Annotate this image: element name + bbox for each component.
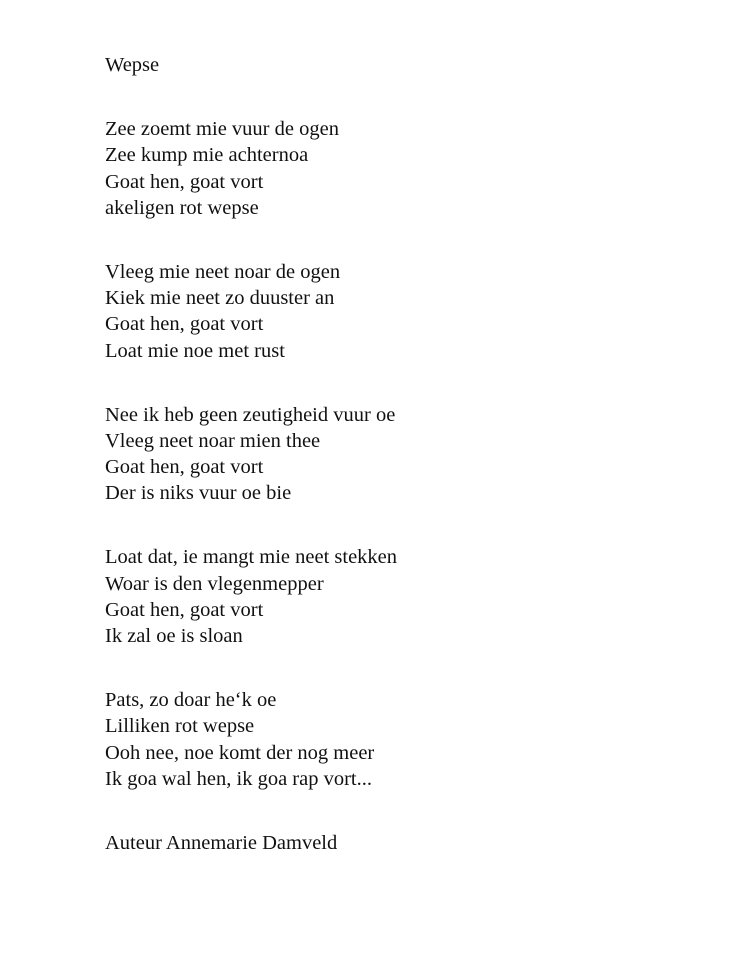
poem-line: Goat hen, goat vort xyxy=(105,598,264,621)
poem-line: Goat hen, goat vort xyxy=(105,456,264,479)
poem-line: Goat hen, goat vort xyxy=(105,170,264,193)
poem-line: Zee kump mie achternoa xyxy=(105,144,309,167)
poem-line: Nee ik heb geen zeutigheid vuur oe xyxy=(105,403,396,426)
poem xyxy=(105,52,705,856)
poem-line: Loat dat, ie mangt mie neet stekken xyxy=(105,546,398,569)
author-credit: Auteur Annemarie Damveld xyxy=(105,831,338,854)
stanza-4 xyxy=(105,544,705,649)
poem-line: Vleeg neet noar mien thee xyxy=(105,429,321,452)
stanza-3 xyxy=(105,402,705,507)
poem-line: Ik goa wal hen, ik goa rap vort... xyxy=(105,767,372,790)
poem-line: Goat hen, goat vort xyxy=(105,313,264,336)
stanza-5 xyxy=(105,687,705,792)
poem-line: Ooh nee, noe komt der nog meer xyxy=(105,741,375,764)
poem-line: Woar is den vlegenmepper xyxy=(105,572,324,595)
poem-line: Lilliken rot wepse xyxy=(105,715,255,738)
poem-line: Loat mie noe met rust xyxy=(105,339,285,362)
poem-line: Ik zal oe is sloan xyxy=(105,625,243,647)
poem-line: Kiek mie neet zo duuster an xyxy=(105,287,335,310)
poem-title: Wepse xyxy=(105,54,160,76)
poem-line: Vleeg mie neet noar de ogen xyxy=(105,260,341,283)
poem-line: akeligen rot wepse xyxy=(105,196,259,219)
stanza-2 xyxy=(105,259,705,364)
stanza-1 xyxy=(105,116,705,221)
poem-line: Pats, zo doar heʻk oe xyxy=(105,689,277,712)
poem-line: Der is niks vuur oe bie xyxy=(105,482,292,505)
poem-line: Zee zoemt mie vuur de ogen xyxy=(105,118,339,141)
